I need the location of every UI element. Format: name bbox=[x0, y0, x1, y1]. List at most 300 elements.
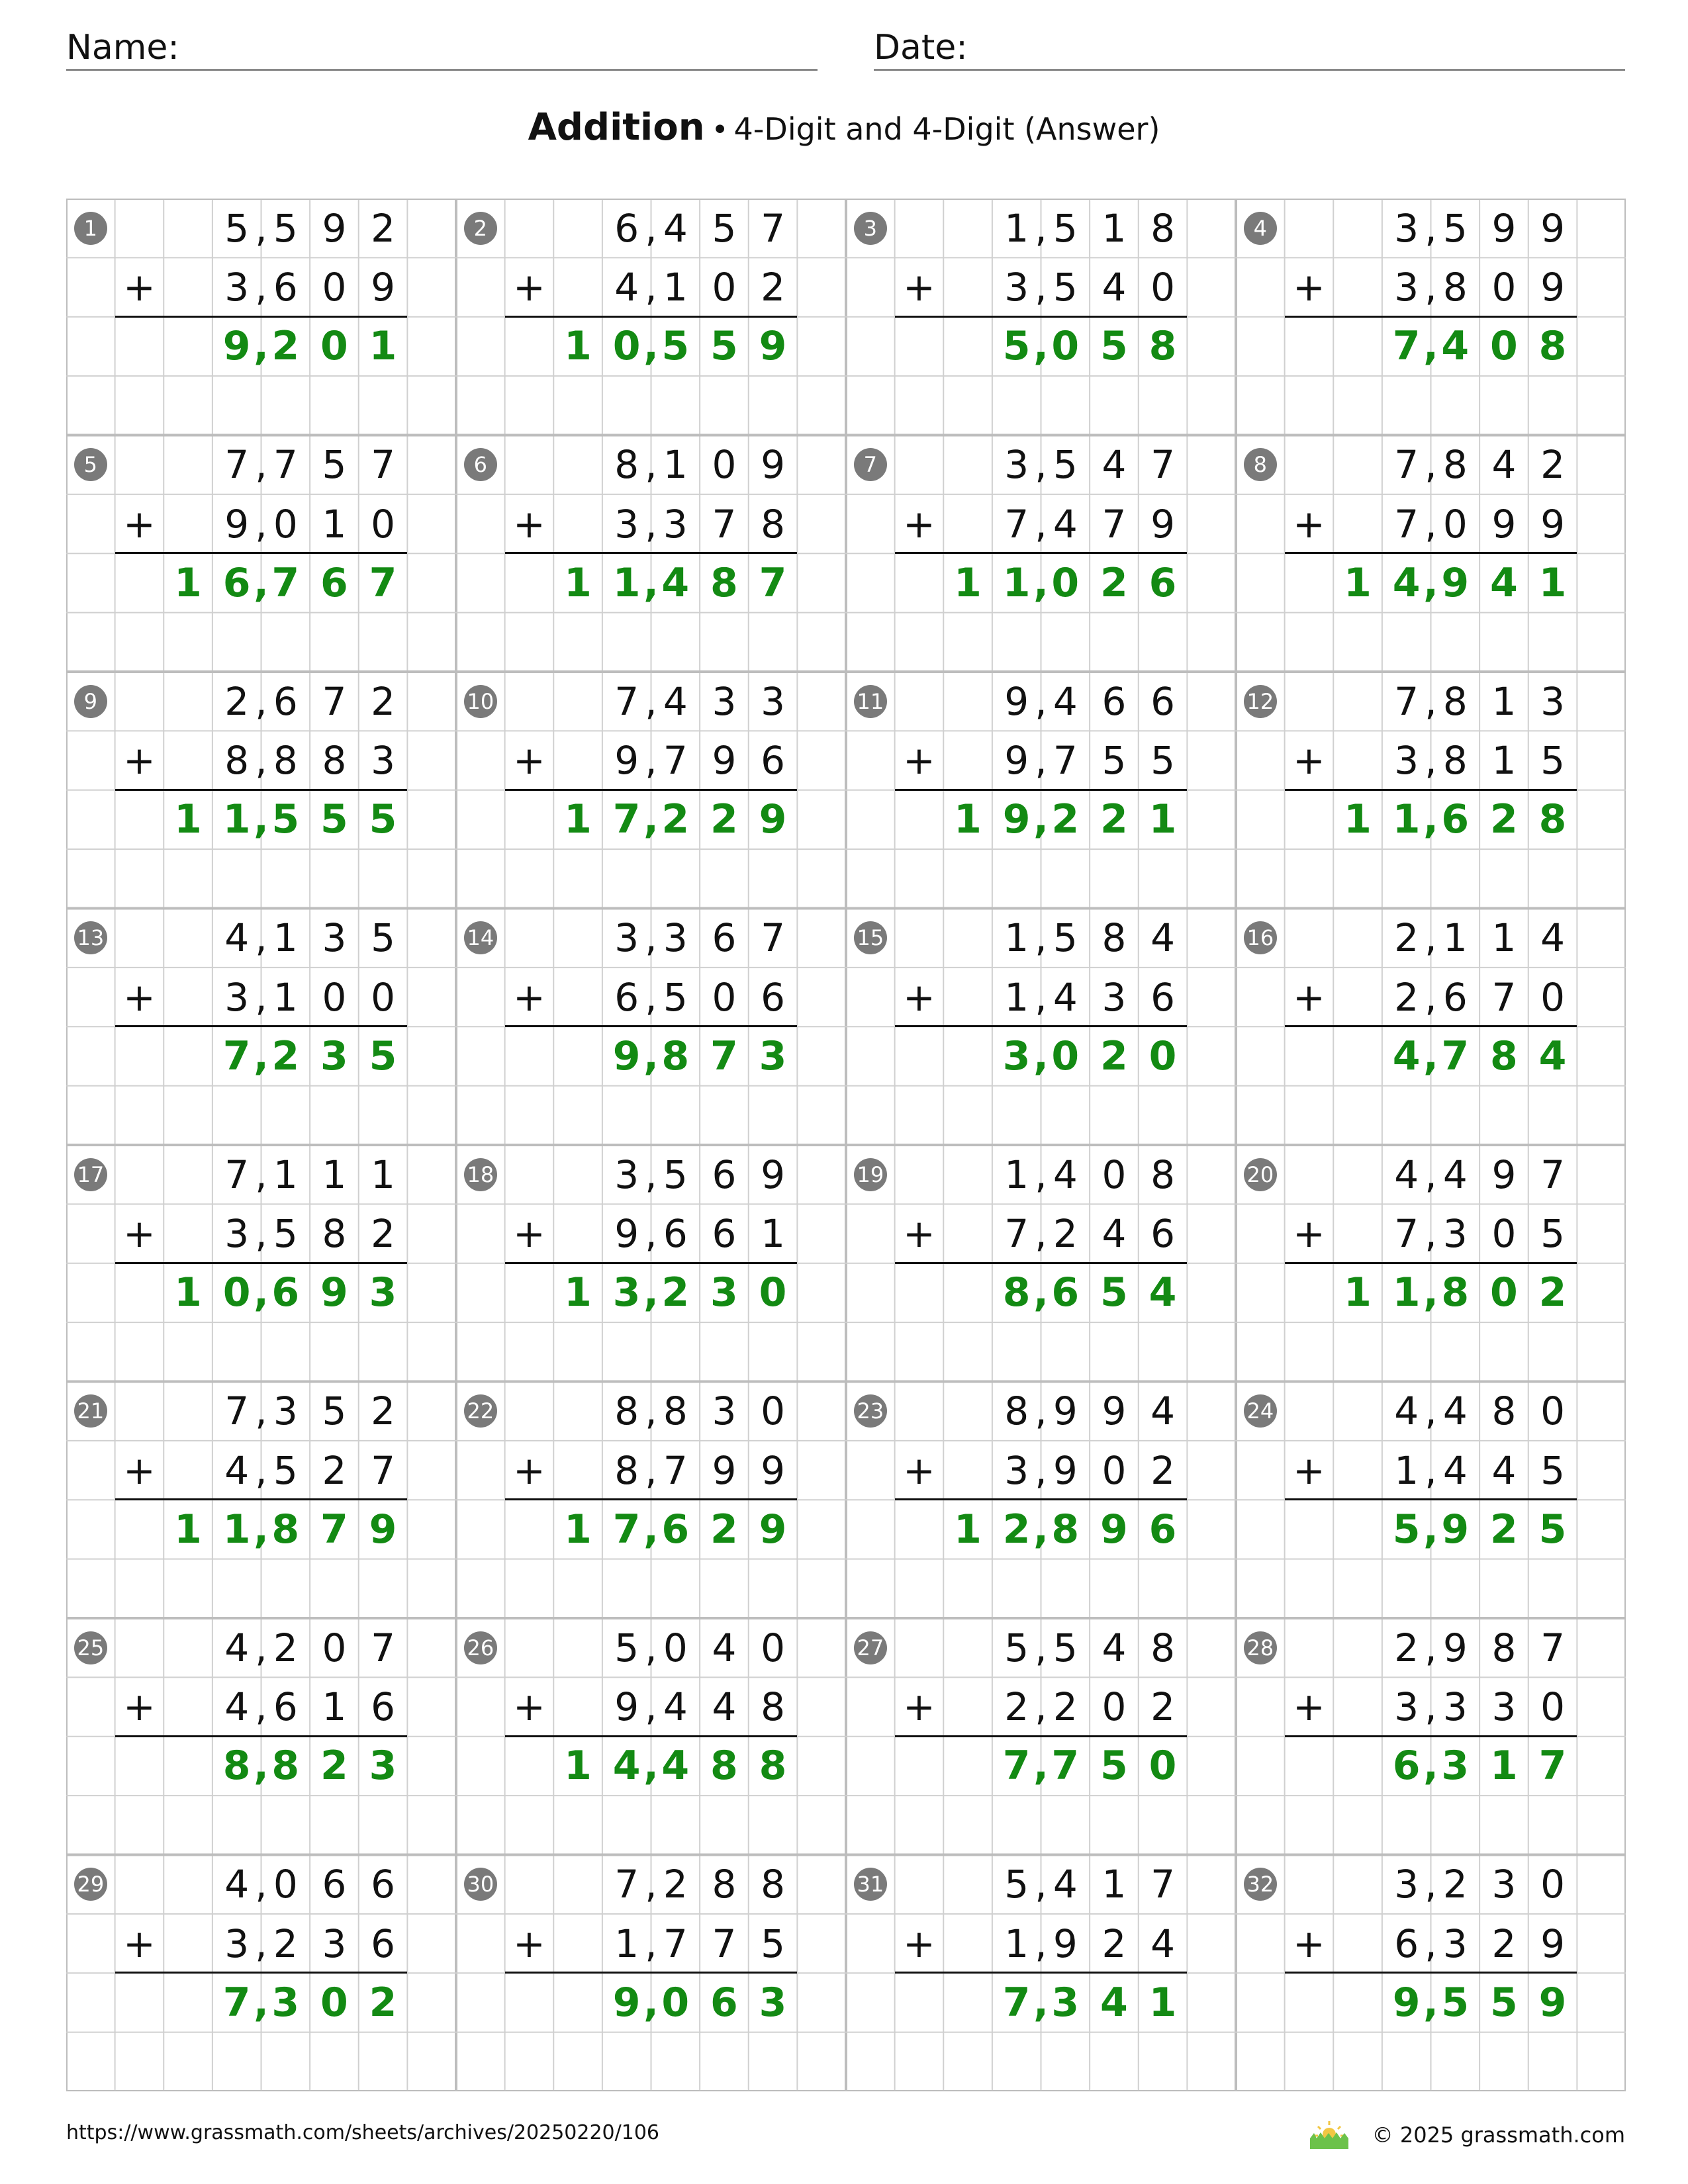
addend-bottom-digit: 3 bbox=[1394, 738, 1419, 784]
answer-sum-digit: 9 bbox=[759, 1506, 787, 1553]
answer-sum-digit: 7 bbox=[612, 1506, 641, 1553]
answer-sum-digit: 9 bbox=[369, 1506, 397, 1553]
addend-bottom-digit: 6 bbox=[761, 738, 785, 784]
addend-bottom-digit: 1 bbox=[1004, 974, 1029, 1020]
addend-bottom-digit: 1 bbox=[1491, 738, 1517, 784]
addend-top-digit: 8 bbox=[712, 1862, 737, 1907]
addend-bottom-digit: 2 bbox=[1394, 974, 1419, 1020]
addend-top-digit: 7 bbox=[1540, 1152, 1565, 1197]
answer-sum-digit: 8 bbox=[1051, 1506, 1080, 1553]
answer-sum-digit: 7 bbox=[320, 1506, 348, 1553]
addend-bottom-digit: 6 bbox=[371, 1684, 395, 1730]
answer-sum-digit: 4 bbox=[612, 1743, 641, 1790]
addend-top-digit: 5 bbox=[371, 915, 395, 961]
addend-top-digit: 9 bbox=[761, 442, 785, 488]
answer-sum-digit: 2 bbox=[1051, 796, 1080, 843]
addend-bottom-digit: 7 bbox=[712, 501, 737, 547]
addend-top-comma: , bbox=[255, 1625, 267, 1670]
addend-top-digit: 9 bbox=[761, 1152, 785, 1197]
answer-sum-digit: 2 bbox=[271, 323, 300, 370]
addend-top-digit: 6 bbox=[712, 915, 737, 961]
answer-sum-digit: 9 bbox=[1392, 1979, 1421, 2026]
plus-sign: + bbox=[123, 1921, 156, 1966]
answer-sum-digit: 4 bbox=[661, 1743, 690, 1790]
addend-bottom-digit: 0 bbox=[1540, 974, 1565, 1020]
addend-bottom-digit: 6 bbox=[712, 1211, 737, 1257]
plus-sign: + bbox=[1293, 738, 1325, 784]
addend-bottom-digit: 1 bbox=[1394, 1447, 1419, 1493]
addend-bottom-digit: 3 bbox=[224, 974, 250, 1020]
answer-sum-comma: , bbox=[1423, 323, 1438, 370]
answer-sum-digit: 2 bbox=[1100, 796, 1128, 843]
addend-bottom-comma: , bbox=[1425, 974, 1437, 1020]
addend-bottom-digit: 4 bbox=[224, 1447, 250, 1493]
addend-top-digit: 2 bbox=[371, 678, 395, 724]
answer-sum-digit: 3 bbox=[1051, 1979, 1080, 2026]
addend-bottom-digit: 9 bbox=[614, 1684, 639, 1730]
addend-top-digit: 9 bbox=[1053, 1388, 1078, 1434]
addend-top-digit: 4 bbox=[1053, 678, 1078, 724]
answer-sum-comma: , bbox=[643, 1979, 659, 2026]
addend-top-digit: 4 bbox=[1394, 1388, 1419, 1434]
answer-sum-digit: 1 bbox=[564, 559, 592, 606]
problem-number-badge: 16 bbox=[1244, 921, 1277, 954]
addend-bottom-digit: 0 bbox=[371, 974, 395, 1020]
answer-sum-digit: 8 bbox=[1490, 1032, 1518, 1079]
problem-number-badge: 17 bbox=[74, 1158, 107, 1191]
addend-top-digit: 8 bbox=[1150, 205, 1175, 251]
answer-sum-digit: 4 bbox=[1392, 559, 1421, 606]
addend-top-digit: 3 bbox=[614, 1152, 639, 1197]
addend-bottom-digit: 4 bbox=[712, 1684, 737, 1730]
addend-top-digit: 7 bbox=[1150, 442, 1175, 488]
addend-top-digit: 6 bbox=[273, 678, 298, 724]
addend-top-digit: 1 bbox=[1491, 678, 1517, 724]
addend-top-digit: 0 bbox=[761, 1625, 785, 1670]
answer-sum-digit: 0 bbox=[759, 1269, 787, 1316]
addend-top-digit: 5 bbox=[273, 205, 298, 251]
addend-top-digit: 4 bbox=[224, 915, 250, 961]
addend-bottom-digit: 4 bbox=[1150, 1921, 1175, 1966]
addend-bottom-digit: 4 bbox=[1053, 501, 1078, 547]
addend-bottom-digit: 2 bbox=[322, 1447, 347, 1493]
answer-sum-digit: 7 bbox=[612, 796, 641, 843]
answer-sum-digit: 8 bbox=[759, 1743, 787, 1790]
addend-bottom-digit: 3 bbox=[1442, 1921, 1468, 1966]
addend-top-digit: 4 bbox=[1540, 915, 1565, 961]
addend-top-comma: , bbox=[1035, 678, 1047, 724]
plus-sign: + bbox=[513, 501, 545, 547]
addend-top-digit: 8 bbox=[761, 1862, 785, 1907]
addend-bottom-digit: 3 bbox=[1442, 1211, 1468, 1257]
addend-top-digit: 4 bbox=[224, 1862, 250, 1907]
addend-top-digit: 7 bbox=[761, 205, 785, 251]
answer-sum-digit: 5 bbox=[1441, 1979, 1470, 2026]
plus-sign: + bbox=[123, 1447, 156, 1493]
answer-sum-digit: 5 bbox=[1100, 1743, 1128, 1790]
answer-sum-comma: , bbox=[1423, 1032, 1438, 1079]
addend-top-digit: 5 bbox=[1053, 1625, 1078, 1670]
addend-bottom-digit: 9 bbox=[1053, 1447, 1078, 1493]
addend-top-digit: 1 bbox=[1491, 915, 1517, 961]
addend-top-digit: 5 bbox=[614, 1625, 639, 1670]
plus-sign: + bbox=[903, 501, 935, 547]
addend-bottom-digit: 8 bbox=[1442, 265, 1468, 310]
answer-sum-comma: , bbox=[254, 1506, 269, 1553]
answer-sum-comma: , bbox=[1423, 796, 1438, 843]
addend-bottom-digit: 9 bbox=[761, 1447, 785, 1493]
addend-top-digit: 4 bbox=[1150, 915, 1175, 961]
addend-bottom-digit: 4 bbox=[224, 1684, 250, 1730]
addend-bottom-digit: 6 bbox=[663, 1211, 688, 1257]
plus-sign: + bbox=[1293, 501, 1325, 547]
answer-sum-digit: 1 bbox=[1392, 1269, 1421, 1316]
addend-top-digit: 8 bbox=[1442, 442, 1468, 488]
addend-bottom-digit: 9 bbox=[1053, 1921, 1078, 1966]
answer-sum-comma: , bbox=[254, 1979, 269, 2026]
answer-sum-digit: 6 bbox=[661, 1506, 690, 1553]
problem-number-badge: 22 bbox=[464, 1394, 497, 1428]
addend-top-comma: , bbox=[255, 1152, 267, 1197]
addend-bottom-comma: , bbox=[645, 1684, 657, 1730]
answer-sum-digit: 6 bbox=[1441, 796, 1470, 843]
problem-number-badge: 28 bbox=[1244, 1631, 1277, 1664]
addend-top-digit: 2 bbox=[1442, 1862, 1468, 1907]
problem-number-badge: 23 bbox=[854, 1394, 887, 1428]
addend-bottom-digit: 7 bbox=[1394, 501, 1419, 547]
addend-bottom-comma: , bbox=[255, 974, 267, 1020]
plus-sign: + bbox=[903, 1211, 935, 1257]
addend-top-digit: 8 bbox=[1150, 1152, 1175, 1197]
answer-sum-digit: 1 bbox=[564, 1506, 592, 1553]
addend-top-digit: 4 bbox=[663, 678, 688, 724]
problem-number-badge: 10 bbox=[464, 685, 497, 718]
addend-bottom-comma: , bbox=[1425, 1684, 1437, 1730]
date-field[interactable] bbox=[874, 26, 1625, 71]
addend-top-digit: 1 bbox=[322, 1152, 347, 1197]
addend-bottom-digit: 0 bbox=[712, 974, 737, 1020]
addend-top-comma: , bbox=[1035, 205, 1047, 251]
problem-number-badge: 19 bbox=[854, 1158, 887, 1191]
addend-top-comma: , bbox=[1425, 915, 1437, 961]
name-field[interactable] bbox=[66, 26, 818, 71]
addend-bottom-digit: 3 bbox=[663, 501, 688, 547]
addend-top-digit: 2 bbox=[663, 1862, 688, 1907]
addend-bottom-digit: 0 bbox=[1491, 265, 1517, 310]
addend-bottom-digit: 5 bbox=[1540, 1447, 1565, 1493]
addend-top-comma: , bbox=[645, 442, 657, 488]
addend-bottom-digit: 4 bbox=[1102, 1211, 1127, 1257]
addend-bottom-digit: 0 bbox=[1540, 1684, 1565, 1730]
answer-sum-digit: 9 bbox=[1441, 559, 1470, 606]
answer-sum-comma: , bbox=[254, 559, 269, 606]
addend-top-digit: 5 bbox=[1004, 1862, 1029, 1907]
answer-sum-digit: 5 bbox=[1392, 1506, 1421, 1553]
addend-bottom-digit: 8 bbox=[322, 738, 347, 784]
plus-sign: + bbox=[123, 974, 156, 1020]
answer-sum-comma: , bbox=[1033, 1979, 1049, 2026]
addend-top-comma: , bbox=[645, 1862, 657, 1907]
addend-bottom-comma: , bbox=[1035, 1921, 1047, 1966]
answer-sum-comma: , bbox=[1423, 1269, 1438, 1316]
addend-bottom-digit: 0 bbox=[1491, 1211, 1517, 1257]
addend-top-digit: 8 bbox=[614, 442, 639, 488]
addend-top-digit: 3 bbox=[1394, 1862, 1419, 1907]
addend-bottom-comma: , bbox=[1035, 1447, 1047, 1493]
answer-sum-digit: 7 bbox=[222, 1979, 251, 2026]
addend-top-comma: , bbox=[1425, 678, 1437, 724]
answer-sum-comma: , bbox=[643, 559, 659, 606]
answer-sum-digit: 8 bbox=[1002, 1269, 1031, 1316]
answer-sum-digit: 5 bbox=[369, 1032, 397, 1079]
addend-bottom-digit: 9 bbox=[614, 1211, 639, 1257]
addend-bottom-digit: 0 bbox=[273, 501, 298, 547]
addend-bottom-comma: , bbox=[1035, 974, 1047, 1020]
answer-sum-digit: 3 bbox=[612, 1269, 641, 1316]
answer-sum-digit: 6 bbox=[222, 559, 251, 606]
problem-number-badge: 32 bbox=[1244, 1868, 1277, 1901]
addend-top-digit: 3 bbox=[614, 915, 639, 961]
addend-top-digit: 6 bbox=[1150, 678, 1175, 724]
addend-bottom-digit: 8 bbox=[322, 1211, 347, 1257]
answer-sum-digit: 3 bbox=[1002, 1032, 1031, 1079]
addend-top-digit: 1 bbox=[371, 1152, 395, 1197]
addend-top-comma: , bbox=[1425, 1152, 1437, 1197]
plus-sign: + bbox=[903, 738, 935, 784]
addend-top-comma: , bbox=[1035, 1862, 1047, 1907]
addend-top-digit: 5 bbox=[322, 442, 347, 488]
plus-sign: + bbox=[1293, 1211, 1325, 1257]
plus-sign: + bbox=[513, 1447, 545, 1493]
addend-top-digit: 0 bbox=[712, 442, 737, 488]
addend-top-digit: 7 bbox=[1150, 1862, 1175, 1907]
addend-top-digit: 4 bbox=[1394, 1152, 1419, 1197]
addend-bottom-digit: 7 bbox=[663, 1921, 688, 1966]
addend-top-comma: , bbox=[255, 915, 267, 961]
addend-bottom-digit: 2 bbox=[1150, 1684, 1175, 1730]
addend-bottom-digit: 2 bbox=[1053, 1211, 1078, 1257]
answer-sum-digit: 3 bbox=[759, 1979, 787, 2026]
worksheet-title bbox=[0, 106, 1688, 149]
addend-top-digit: 2 bbox=[1540, 442, 1565, 488]
answer-sum-digit: 9 bbox=[320, 1269, 348, 1316]
answer-sum-digit: 0 bbox=[612, 323, 641, 370]
addend-bottom-digit: 3 bbox=[224, 265, 250, 310]
addend-top-digit: 7 bbox=[1394, 678, 1419, 724]
answer-sum-digit: 1 bbox=[954, 796, 982, 843]
answer-sum-digit: 5 bbox=[271, 796, 300, 843]
addend-bottom-digit: 7 bbox=[1394, 1211, 1419, 1257]
answer-sum-digit: 8 bbox=[1538, 796, 1567, 843]
addend-top-comma: , bbox=[1035, 1152, 1047, 1197]
addend-bottom-comma: , bbox=[255, 501, 267, 547]
answer-sum-digit: 9 bbox=[1002, 796, 1031, 843]
problem-number-badge: 13 bbox=[74, 921, 107, 954]
addend-bottom-digit: 7 bbox=[663, 1447, 688, 1493]
addend-top-digit: 2 bbox=[1394, 1625, 1419, 1670]
answer-sum-digit: 2 bbox=[710, 796, 738, 843]
addend-top-digit: 5 bbox=[1442, 205, 1468, 251]
addend-top-digit: 7 bbox=[371, 1625, 395, 1670]
title-main: Addition bbox=[528, 106, 705, 149]
answer-sum-digit: 8 bbox=[1149, 323, 1177, 370]
addend-bottom-digit: 3 bbox=[1442, 1684, 1468, 1730]
plus-sign: + bbox=[513, 738, 545, 784]
addend-top-comma: , bbox=[645, 205, 657, 251]
plus-sign: + bbox=[903, 1684, 935, 1730]
answer-sum-digit: 9 bbox=[1441, 1506, 1470, 1553]
addend-bottom-digit: 4 bbox=[614, 265, 639, 310]
addend-bottom-digit: 7 bbox=[712, 1921, 737, 1966]
addend-bottom-digit: 2 bbox=[1491, 1921, 1517, 1966]
answer-sum-digit: 9 bbox=[612, 1032, 641, 1079]
addend-bottom-digit: 5 bbox=[761, 1921, 785, 1966]
answer-sum-digit: 8 bbox=[710, 1743, 738, 1790]
answer-sum-digit: 7 bbox=[1002, 1743, 1031, 1790]
addend-bottom-digit: 8 bbox=[761, 501, 785, 547]
plus-sign: + bbox=[903, 974, 935, 1020]
answer-sum-comma: , bbox=[643, 1506, 659, 1553]
addend-top-digit: 5 bbox=[224, 205, 250, 251]
addend-top-comma: , bbox=[1035, 442, 1047, 488]
addend-bottom-comma: , bbox=[1035, 501, 1047, 547]
addend-bottom-digit: 2 bbox=[371, 1211, 395, 1257]
answer-sum-comma: , bbox=[643, 1269, 659, 1316]
addend-bottom-digit: 1 bbox=[322, 1684, 347, 1730]
problem-number-badge: 24 bbox=[1244, 1394, 1277, 1428]
answer-sum-digit: 7 bbox=[222, 1032, 251, 1079]
addend-top-digit: 4 bbox=[1150, 1388, 1175, 1434]
addend-top-digit: 3 bbox=[322, 915, 347, 961]
answer-sum-digit: 1 bbox=[174, 559, 202, 606]
addend-bottom-digit: 0 bbox=[322, 974, 347, 1020]
addend-top-digit: 9 bbox=[1491, 1152, 1517, 1197]
addend-top-digit: 8 bbox=[1102, 915, 1127, 961]
answer-sum-digit: 4 bbox=[1392, 1032, 1421, 1079]
answer-sum-digit: 1 bbox=[222, 796, 251, 843]
answer-sum-digit: 2 bbox=[1002, 1506, 1031, 1553]
addend-bottom-digit: 5 bbox=[1150, 738, 1175, 784]
addend-bottom-digit: 5 bbox=[1053, 265, 1078, 310]
addend-bottom-digit: 3 bbox=[1491, 1684, 1517, 1730]
answer-sum-digit: 0 bbox=[661, 1979, 690, 2026]
answer-sum-digit: 0 bbox=[1490, 323, 1518, 370]
addend-bottom-digit: 0 bbox=[1150, 265, 1175, 310]
answer-sum-digit: 4 bbox=[1538, 1032, 1567, 1079]
addend-bottom-comma: , bbox=[645, 1921, 657, 1966]
answer-sum-digit: 6 bbox=[710, 1979, 738, 2026]
addend-bottom-digit: 6 bbox=[1442, 974, 1468, 1020]
addend-top-digit: 4 bbox=[1102, 442, 1127, 488]
answer-sum-digit: 8 bbox=[271, 1743, 300, 1790]
addend-top-digit: 8 bbox=[1491, 1388, 1517, 1434]
answer-sum-digit: 4 bbox=[661, 559, 690, 606]
addend-top-digit: 4 bbox=[224, 1625, 250, 1670]
answer-sum-digit: 1 bbox=[174, 796, 202, 843]
plus-sign: + bbox=[513, 1921, 545, 1966]
addend-bottom-digit: 0 bbox=[1442, 501, 1468, 547]
addend-top-digit: 3 bbox=[1540, 678, 1565, 724]
problem-number-badge: 4 bbox=[1244, 212, 1277, 245]
addend-bottom-digit: 7 bbox=[1004, 501, 1029, 547]
answer-sum-digit: 3 bbox=[710, 1269, 738, 1316]
addend-bottom-digit: 4 bbox=[1102, 265, 1127, 310]
addend-top-digit: 7 bbox=[273, 442, 298, 488]
addend-top-digit: 4 bbox=[1442, 1152, 1468, 1197]
addend-top-digit: 5 bbox=[712, 205, 737, 251]
answer-sum-digit: 2 bbox=[1490, 796, 1518, 843]
addend-bottom-comma: , bbox=[645, 265, 657, 310]
addend-top-comma: , bbox=[1425, 442, 1437, 488]
addend-bottom-comma: , bbox=[1425, 265, 1437, 310]
plus-sign: + bbox=[1293, 1447, 1325, 1493]
addend-bottom-digit: 6 bbox=[1150, 1211, 1175, 1257]
answer-sum-digit: 4 bbox=[1149, 1269, 1177, 1316]
addend-bottom-digit: 3 bbox=[371, 738, 395, 784]
answer-sum-digit: 2 bbox=[1100, 559, 1128, 606]
problem-number-badge: 3 bbox=[854, 212, 887, 245]
addend-top-comma: , bbox=[255, 1862, 267, 1907]
addend-top-comma: , bbox=[645, 915, 657, 961]
answer-sum-comma: , bbox=[1423, 1506, 1438, 1553]
answer-sum-digit: 3 bbox=[369, 1269, 397, 1316]
addend-bottom-digit: 4 bbox=[1442, 1447, 1468, 1493]
addend-top-digit: 4 bbox=[1102, 1625, 1127, 1670]
answer-sum-digit: 2 bbox=[661, 796, 690, 843]
answer-sum-comma: , bbox=[643, 796, 659, 843]
answer-sum-comma: , bbox=[254, 323, 269, 370]
answer-sum-digit: 2 bbox=[1538, 1269, 1567, 1316]
footer-url[interactable]: https://www.grassmath.com/sheets/archives/20250220/106 bbox=[66, 2121, 660, 2144]
addend-bottom-comma: , bbox=[1035, 1684, 1047, 1730]
answer-sum-digit: 6 bbox=[1149, 559, 1177, 606]
addend-top-comma: , bbox=[645, 678, 657, 724]
answer-sum-digit: 6 bbox=[271, 1269, 300, 1316]
problem-number-badge: 5 bbox=[74, 448, 107, 481]
addend-top-comma: , bbox=[1425, 205, 1437, 251]
name-label: Name: bbox=[66, 28, 179, 68]
addend-bottom-digit: 3 bbox=[322, 1921, 347, 1966]
addend-top-digit: 4 bbox=[712, 1625, 737, 1670]
addend-bottom-digit: 1 bbox=[614, 1921, 639, 1966]
answer-sum-comma: , bbox=[1423, 1743, 1438, 1790]
addend-bottom-digit: 9 bbox=[1540, 1921, 1565, 1966]
addend-top-digit: 3 bbox=[712, 1388, 737, 1434]
addend-top-digit: 1 bbox=[1004, 915, 1029, 961]
addend-top-comma: , bbox=[255, 205, 267, 251]
addend-bottom-digit: 4 bbox=[1053, 974, 1078, 1020]
addend-top-digit: 8 bbox=[1004, 1388, 1029, 1434]
addend-bottom-digit: 9 bbox=[1540, 265, 1565, 310]
addend-top-digit: 8 bbox=[663, 1388, 688, 1434]
addend-bottom-digit: 0 bbox=[1102, 1684, 1127, 1730]
answer-sum-digit: 8 bbox=[710, 559, 738, 606]
answer-sum-digit: 9 bbox=[1538, 1979, 1567, 2026]
answer-sum-digit: 0 bbox=[1051, 559, 1080, 606]
answer-sum-digit: 9 bbox=[759, 796, 787, 843]
addend-bottom-digit: 1 bbox=[1004, 1921, 1029, 1966]
addend-top-comma: , bbox=[645, 1388, 657, 1434]
addend-bottom-digit: 7 bbox=[1102, 501, 1127, 547]
addend-top-comma: , bbox=[645, 1625, 657, 1670]
problem-number-badge: 8 bbox=[1244, 448, 1277, 481]
addend-top-comma: , bbox=[1035, 1625, 1047, 1670]
answer-sum-digit: 2 bbox=[1490, 1506, 1518, 1553]
addend-bottom-digit: 9 bbox=[371, 265, 395, 310]
addend-bottom-digit: 3 bbox=[614, 501, 639, 547]
answer-sum-digit: 3 bbox=[320, 1032, 348, 1079]
answer-sum-digit: 1 bbox=[954, 559, 982, 606]
